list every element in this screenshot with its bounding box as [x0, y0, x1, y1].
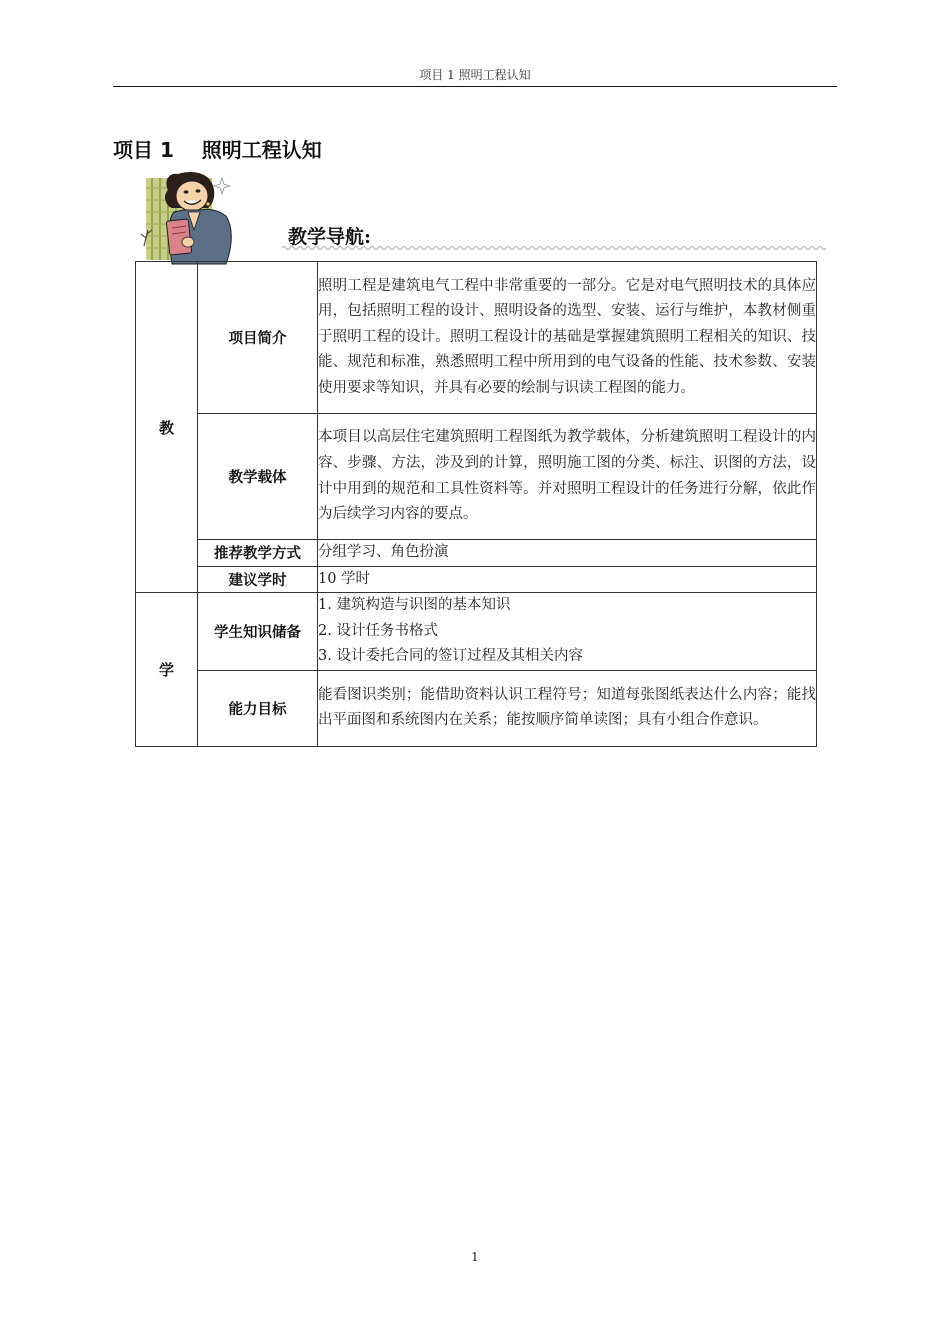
running-header: 项目 1 照明工程认知 [419, 68, 531, 82]
table-row [136, 262, 817, 414]
page-number: 1 [471, 1250, 479, 1264]
wavy-underline [282, 244, 826, 252]
teaching-navigation-title: 教学导航: [288, 226, 372, 248]
row-label-ability-goals: 能力目标 [198, 670, 318, 746]
row-content-knowledge-reserve [318, 593, 817, 671]
category-teach: 教 [136, 262, 198, 593]
row-content-project-intro: 照明工程是建筑电气工程中非常重要的一部分。它是对电气照明技术的具体应用，包括照明工程的设计、照明设备的选型、安装、运行与维护，本教材侧重于照明工程的设计。照明工程设计的基础是掌握建筑照明工程相关的知识、技能、规范和标准，熟悉照明工程中所用到的电气设备的性能、技术参数、安装使用要求等知识，并具有必要的绘制与识读工程图的能力。 [318, 262, 817, 414]
table-row [136, 540, 817, 567]
row-content-suggested-hours: 10 学时 [318, 566, 817, 593]
row-label-suggested-hours: 建议学时 [198, 566, 318, 593]
row-content-ability-goals: 能看图识类别；能借助资料认识工程符号；知道每张图纸表达什么内容；能找出平面图和系统图内在关系；能按顺序简单读图；具有小组合作意识。 [318, 670, 817, 746]
chapter-title: 项目 1 照明工程认知 [113, 138, 322, 162]
knowledge-item: 1. 建筑构造与识图的基本知识 [318, 597, 511, 614]
table-row [136, 593, 817, 671]
teacher-holding-book-illustration [138, 168, 242, 268]
row-label-project-intro: 项目简介 [198, 262, 318, 414]
row-label-knowledge-reserve: 学生知识储备 [198, 593, 318, 671]
row-label-teaching-carrier: 教学载体 [198, 414, 318, 540]
header-rule [113, 86, 837, 87]
knowledge-item: 2. 设计任务书格式 [318, 622, 438, 639]
teaching-navigation-table [135, 261, 817, 747]
table-row [136, 566, 817, 593]
knowledge-item: 3. 设计委托合同的签订过程及其相关内容 [318, 648, 583, 665]
table-row [136, 670, 817, 746]
row-label-teaching-method: 推荐教学方式 [198, 540, 318, 567]
row-content-teaching-method: 分组学习、角色扮演 [318, 540, 817, 567]
category-learn: 学 [136, 593, 198, 747]
table-row [136, 414, 817, 540]
row-content-teaching-carrier: 本项目以高层住宅建筑照明工程图纸为教学载体，分析建筑照明工程设计的内容、步骤、方法，涉及到的计算，照明施工图的分类、标注、识图的方法，设计中用到的规范和工具性资料等。并对照明工程设计的任务进行分解，依此作为后续学习内容的要点。 [318, 414, 817, 540]
